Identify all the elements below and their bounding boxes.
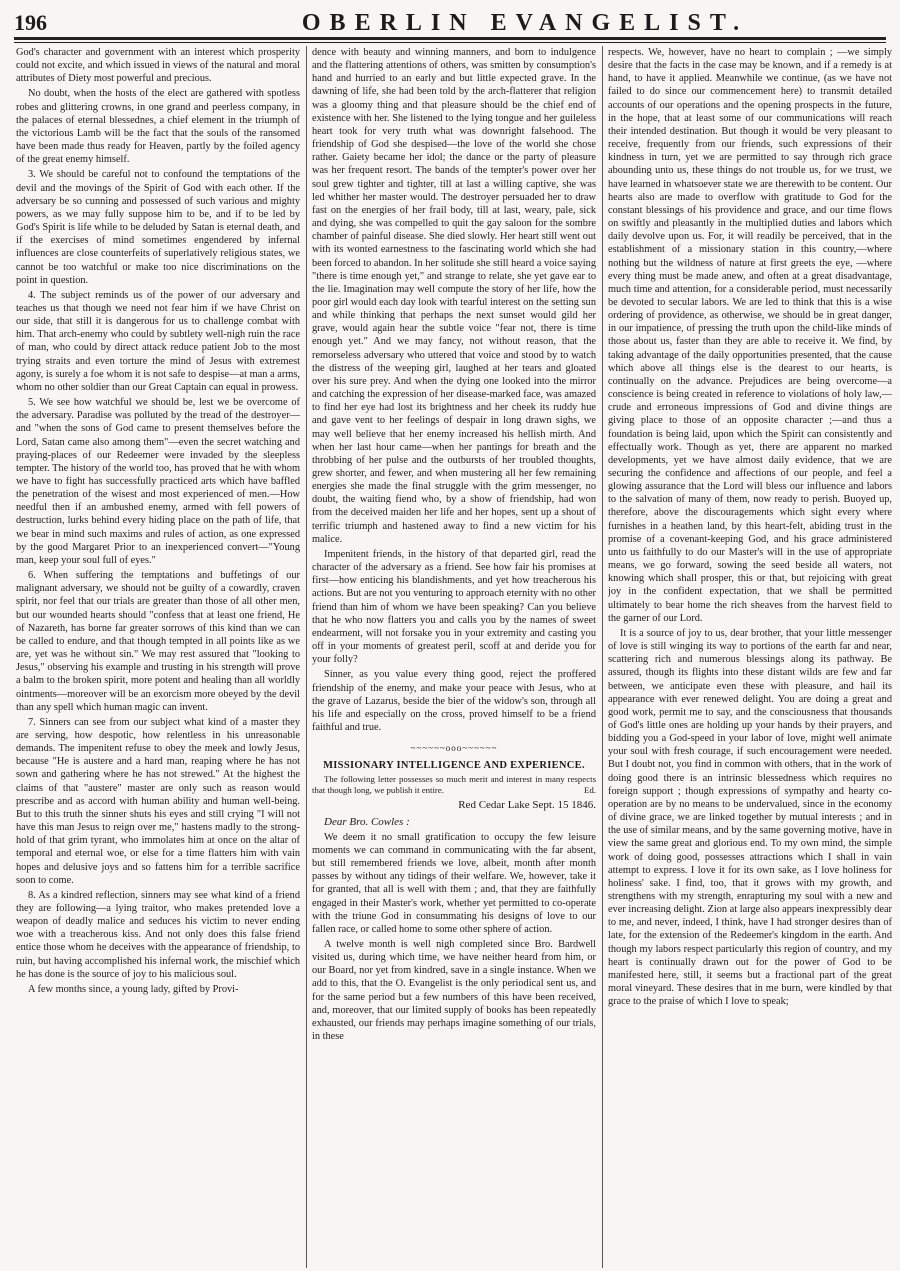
paragraph: dence with beauty and winning manners, and born to indulgence and the flattering attentions of others, was smitten by consumption's hand and hurried to an early and but little expected grave. In the dawning of life, she had been told by the arch-flatterer that religion was a gloomy thing and that pleasure should be the chief end of existence with her. She listened to the lying tongue and her guileless heart took for very truth what was downright falsehood. The friendship of God she despised—the love of the world she chose rather. Gaiety became her idol; the dance or the party of pleasure was her frequent resort. The bands of the tempter's power over her soul grew tighter and tighter, till at last a willing captive, she was led whither her master would. The destroyer persuaded her to draw fast on the energies of her frail body, till at last, weary, pale, sick and dying, she was compelled to quit the gay saloon for the sombre chamber of painful disease. She died slowly. Her heart still went out with its wonted earnestness to the fascinating world which she had been forced to abandon. In her solitude she still heard a voice saying "there is time enough yet," and strange to relate, she yet gave ear to the lie. Imagination may well compute the story of her life, how the poor girl would each day look with tearful interest on the setting sun and while thinking that perhaps the next sunset would gild her grave, would again hear the subtle voice "fear not, there is time enough yet." And we may fancy, not without reason, that the remorseless adversary who uttered that voice and stood by to watch the distress of the weeping girl, laughed at her tears and gloated over his sure prey. And when the dying one looked into the mirror and catching the expression of her disease-marked face, was amazed to find her eye had lost its brightness and her cheek its ruddy hue and gave vent to her feelings of despair in long drawn sighs, we may well believe that her enemy increased his hellish mirth. And when her last hour came—when her pantings for breath and the throbbing of her pulse and the outbursts of her troubled thoughts, grew shorter, and fewer, and when mustering all her few remaining energies she made the final struggle with the grim messenger, no doubt, the waiting fiend who, by a show of friendship, had won from the deceived maiden her life and her hopes, sent up a shout of terrific triumph and hastened away to find a new victim for his malice. — [312, 47, 596, 545]
letter-salutation: Dear Bro. Cowles : — [324, 815, 410, 828]
paragraph: 8. As a kindred reflection, sinners may see what kind of a friend they are following—a lying traitor, who makes pretended love a weapon of deadly malice and seduces his victim to never ending woe with a treacherous kiss. And not only does this false friend entice those whom he deceives with the appearance of friendship, to ruin, but having accomplished his infernal work, the mischief which he has done is the source of joy to his malicious soul. — [16, 889, 300, 980]
paragraph: 5. We see how watchful we should be, lest we be overcome of the adversary. Paradise was polluted by the tread of the destroyer—and "when the sons of God came to present themselves before the Lord, Satan came also among them"—even the secret watching and praying-places of our Redeemer were invaded by the sleepless tempter. The history of the world too, has proved that he with whom we have to fight has successfully practiced arts which have baffled the penetration of the wisest and most experienced of men.—How needful then if an ambushed enemy, armed with fell powers of destruction, lurks behind every hiding place on the path of life, that we bear in mind such maxims and rules of action, as one expressed by the good Margaret Prior to an inexperienced convert—"Young man, keep your soul full of eyes." — [16, 397, 300, 566]
paragraph: It is a source of joy to us, dear brother, that your little messenger of love is still winging its way to portions of the earth far and near, scattering rich and numerous blessings along its pathway. Be assured, though its flights into these distant wilds are few and far between, we anticipate even these with pleasure, and hail its appearance with ever renewed delight. You are doing a great and good work, permit me to say, and the consciousness that thousands of God's little ones are holding up your hands by their prayers, and bidding you a God-speed in your labor of love, might well animate your soul with fresh courage, if such encouragement were needed. But I doubt not, you find in common with others, that in the work of doing good there is an intrinsic blessedness which requires no foreign support ; though expressions of sympathy and hearty co-operation are by no means to be undervalued, since in the economy of divine grace, we are linked together by mutual interests ; and in the use of similar means, and by the same governing motive, have in view the same great and glorious end. To my own mind, the simple work of doing good, possesses attractions which I shall in vain attempt to express. I love it for its own sake, as I love holiness for holiness' sake. I find, too, that it grows with my growth, and strengthens with my strength, enrapturing my soul with a new and ever increasing delight. Zion at large also appears inexpressibly dear to me, and never, indeed, I think, have I had stronger desires than of late, for the extension of the Redeemer's kingdom in the earth. And though my labors respect particularly this region of country, and my heart is continually drawn out for the power of God to be manifested here, still, it seems but a fractional part of the great moral vineyard. These desires that in me burn, were kindled by that grace to the praise of which I love to speak; — [608, 627, 892, 1008]
paragraph: We deem it no small gratification to occupy the few leisure moments we can command in communicating with the far absent, but still remembered friends we love, albeit, month after month passes by without any tidings of their welfare. We, however, take it for granted, that all is well with them ; and, that they are faithfully engaged in their Master's work, whether yet permitted to co-operate with the triune God in consummating his designs of love to our fallen race, or called home to some other sphere of action. — [312, 831, 596, 935]
editor-note — [312, 774, 596, 796]
column-3 — [608, 46, 892, 1268]
paragraph: 6. When suffering the temptations and buffetings of our malignant adversary, we should not be guilty of a cowardly, craven spirit, nor feel that our trials are greater than those of all other men, but our wounded hearts should "confess that at least one friend, He of Nazareth, has borne far greater sorrows of this kind than we can be called to endure, and that though tempted in all points like as we are, yet was he without sin." We may rest assured that "looking to Jesus," observing his example and trusting in his strength will prove a balm to the broken spirit, more potent and healing than all worldly ointments—moreover will be an exorcism more obeyed by the devil than any spell which human magic can invent. — [16, 570, 300, 713]
column-1 — [16, 46, 300, 1268]
column-2 — [312, 46, 596, 1268]
paragraph: 7. Sinners can see from our subject what kind of a master they are serving, how despotic, how relentless in his unreasonable demands. The impenitent refuse to obey the meek and lowly Jesus, because "He is austere and a hard man, reaping where he has not sown and gathering where he has not strewed." At the highest the claims of that "austere" master are only such as reason would prescribe and as accord with human ability and human well-being. But to this truth the sinner shuts his eyes and still crying "I will not have this man Jesus to reign over me," hastens madly to the strong-hold of that grim tyrant, who immolates him at once on the altar of temporal and eternal woe, or else for a time flatters him with vain hopes and delusive joys and so fattens him for a terrible sacrifice soon to come. — [16, 716, 300, 886]
paragraph: God's character and government with an interest which prosperity could not excite, and which issued in views of the natural and moral attributes of Diety most powerful and precious. — [16, 47, 300, 85]
header-rule-thin — [14, 42, 886, 43]
letter-dateline: Red Cedar Lake Sept. 15 1846. — [458, 799, 596, 812]
paragraph: Impenitent friends, in the history of that departed girl, read the character of the adversary as a friend. See how fair his promises at first—how enticing his blandishments, and yet how treacherous his actions. But are not you venturing to approach eternity with no other friend than him of whom we have been speaking? Can you believe that he who now flatters you and calls you by the names of sweet endearment, will not forsake you in your extremity and casting you off in your moments of greatest peril, scoff at and deride you for your folly? — [312, 548, 596, 666]
column-divider — [306, 46, 307, 1268]
paragraph: A twelve month is well nigh completed since Bro. Bardwell visited us, during which time, we have neither heard from him, or our Board, nor yet from kindred, save in a single instance. When we add to this, that the O. Evangelist is the only periodical sent us, and for the same period but a few numbers of this have been received, and, moreover, that our limited supply of books has been repeatedly exhausted, our friends may perhaps imagine something of our trials, in these — [312, 939, 596, 1043]
column-divider — [602, 46, 603, 1268]
journal-title: OBERLIN EVANGELIST. — [301, 10, 749, 36]
section-heading: MISSIONARY INTELLIGENCE AND EXPERIENCE. — [323, 760, 585, 772]
masthead — [14, 8, 886, 38]
paragraph: No doubt, when the hosts of the elect are gathered with spotless robes and glittering crowns, in one grand and peerless company, in the palaces of eternal blessednes, a chief element in the triumph of the victorious Lamb will be the fact that the souls of the ransomed have been made thus ready for Heaven, partly by the foiled agency of the great enemy himself. — [16, 88, 300, 166]
editor-note-text: The following letter possesses so much merit and interest in many respects that though long, we publish it entire. — [312, 774, 596, 796]
paragraph: 3. We should be careful not to confound the temptations of the devil and the movings of the Spirit of God with each other. If the adversary be so cunning and possessed of such various and mighty powers, as we may fully suppose him to be, and if to be led by God's Spirit is life while to be deluded by Satan is eternal death, and if the exercises of mind sometimes engendered by infernal influences are close counterfeits of superlatively religious states, we cannot be too watchful or make too nice discriminations on the point in question. — [16, 169, 300, 286]
paragraph: respects. We, however, have no heart to complain ; —we simply desire that the facts in the case may be known, and if a remedy is at hand, to have it applied. Meanwhile we continue, (as we have not failed to do since our commencement here) to transmit detailed accounts of our operations and the opening prospects in the future, in the hope, that at least some of our communications will reach their intended destination. But though it would be very pleasant to receive, frequently from our friends, such expressions of their kindness in turn, yet we are permitted to say through rich grace abounding unto us, these things do not trouble us, for we trust, we have learned in whatsoever state we are therewith to be content. Our hearts also are made to overflow with gratitude to God for the constant blessings of his providence and grace, and our time flows on swiftly and pleasantly in the multiplied duties and labors which daily devolve upon us. For, it will readily be perceived, that in the establishment of a missionary station in this country,—where nothing but the wildness of nature at first greets the eye, —where every thing must be made anew, and often at a great disadvantage, much time and attention, for a considerable period, must necessarily be devoted to secular labors. We are led to think that this is a wise ordering of providence, as otherwise, we should be in great danger, in our impatience, of pressing the truth upon the child-like minds of those about us, faster than they are able to receive it. We find, by taking advantage of the daily opportunities presented, that the cause which above all things else is the dearest to our hearts, is continually on the advance. Prejudices are being overcome—a conscience is being created in reference to violations of holy law,—crude and erroneous impressions of God and divine things are giving place to those of an opposite character ;—and thus a foundation is being laid, upon which the Spirit can consistently and effectually work. Though as yet, there are apparent no marked developments, yet we have almost daily evidence, that we are securing the confidence and affections of our people, and feel a glowing assurance that the Lord will bless our influence and labors to the salvation of many of them, now ready to perish. Buoyed up, therefore, above the discouragements which sight every where furnishes in a heathen land, by this heart-felt, abiding trust in the promise of a covenant-keeping God, and his grace administered unto us faithfully to do our Master's will in the use of appropriate means, we go forward, sowing the seed beside all waters, not knowing which shall prosper, this or that, but rejoicing with great joy in the confident expectation, that we shall be permitted ultimately to bear home the rich sheaves from the harvest field to the garner of our Lord. — [608, 47, 892, 624]
paragraph: Sinner, as you value every thing good, reject the proffered friendship of the enemy, and make your peace with Jesus, who at the grave of Lazarus, beside the bier of the widow's son, through all his life and especially on the cross, proved himself to be a friend faithful and true. — [312, 669, 596, 733]
page-number: 196 — [14, 10, 47, 35]
header-rule-thick — [14, 37, 886, 40]
section-ornament: ~~~~~~ooo~~~~~~ — [410, 743, 498, 754]
article-columns — [16, 46, 892, 1268]
paragraph: 4. The subject reminds us of the power of our adversary and teaches us that though we need not fear him if we have Christ on our side, that still it is dangerous for us to challenge combat with him. That arch-enemy who could by subtlety well-nigh ruin the race of man, who could by direct attack reduce patient Job to the most trying straits and even torture the mind of Jesus with extremest agony, is surely a foe whom it is not safe to despise—at man a arms, whom no other soldier than our Great Captain can equal in prowess. — [16, 289, 300, 393]
editor-tag: Ed. — [584, 785, 596, 796]
paragraph: A few months since, a young lady, gifted by Provi- — [28, 983, 239, 995]
